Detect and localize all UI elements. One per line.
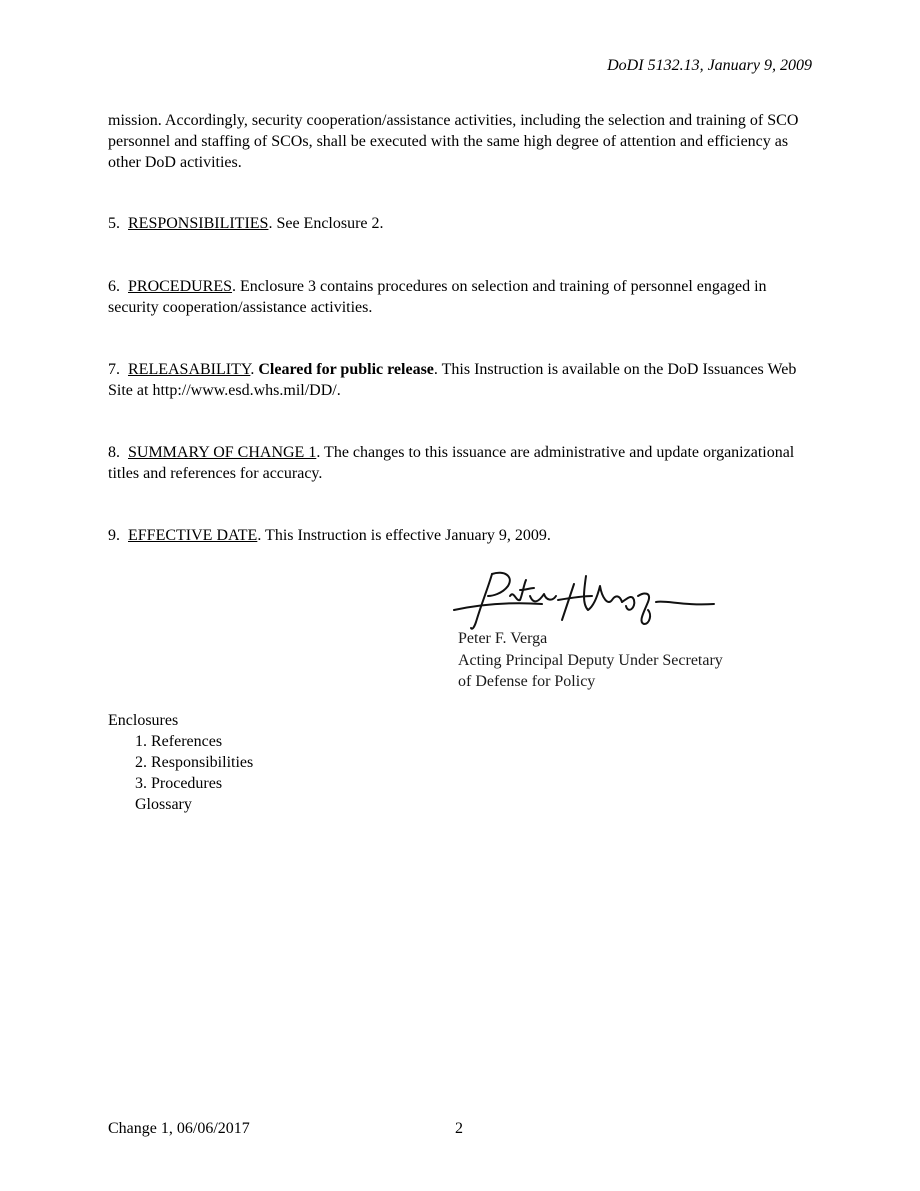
enclosures-list bbox=[108, 710, 253, 815]
section-8 bbox=[108, 442, 808, 484]
section-number: 9. bbox=[108, 527, 120, 544]
public-release-notice: Cleared for public release bbox=[258, 361, 434, 378]
handwritten-signature bbox=[452, 566, 722, 636]
section-9 bbox=[108, 525, 808, 546]
signatory-name: Peter F. Verga bbox=[458, 630, 548, 647]
section-heading: SUMMARY OF CHANGE 1 bbox=[128, 444, 317, 461]
signatory-title-line-1: Acting Principal Deputy Under Secretary bbox=[458, 652, 723, 669]
section-7 bbox=[108, 359, 808, 401]
section-heading: EFFECTIVE DATE bbox=[128, 527, 258, 544]
section-number: 6. bbox=[108, 278, 120, 295]
section-text: . This Instruction is available on the DoD Issuances Web Site at http://www.esd.whs.mil/DD/. bbox=[108, 361, 797, 399]
running-header: DoDI 5132.13, January 9, 2009 bbox=[607, 57, 812, 74]
section-heading: RESPONSIBILITIES bbox=[128, 215, 269, 232]
section-number: 7. bbox=[108, 361, 120, 378]
page-number: 2 bbox=[455, 1120, 463, 1137]
enclosures-label: Enclosures bbox=[108, 712, 179, 729]
section-text: . Enclosure 3 contains procedures on selection and training of personnel engaged in security cooperation/assistance activities. bbox=[108, 278, 767, 316]
signatory-title-line-2: of Defense for Policy bbox=[458, 673, 596, 690]
section-heading: RELEASABILITY bbox=[128, 361, 251, 378]
section-number: 5. bbox=[108, 215, 120, 232]
footer-change-note: Change 1, 06/06/2017 bbox=[108, 1120, 250, 1137]
signature-block bbox=[458, 566, 788, 696]
section-heading: PROCEDURES bbox=[128, 278, 233, 295]
section-text: . The changes to this issuance are administrative and update organizational titles and references for accuracy. bbox=[108, 444, 795, 482]
enclosure-item: 1. References bbox=[135, 733, 223, 750]
section-text: . This Instruction is effective January 9, 2009. bbox=[257, 527, 551, 544]
section-6 bbox=[108, 276, 808, 318]
intro-paragraph: mission. Accordingly, security cooperation/assistance activities, including the selection and training of SCO personnel and staffing of SCOs, shall be executed with the same high degree of attention and efficiency as other DoD activities. bbox=[108, 112, 799, 171]
section-text: . See Enclosure 2. bbox=[268, 215, 384, 232]
enclosure-item: 3. Procedures bbox=[135, 775, 223, 792]
section-number: 8. bbox=[108, 444, 120, 461]
section-text-pre: . bbox=[250, 361, 259, 378]
enclosure-item: 2. Responsibilities bbox=[135, 754, 254, 771]
section-5 bbox=[108, 213, 808, 234]
enclosure-item: Glossary bbox=[135, 796, 192, 813]
